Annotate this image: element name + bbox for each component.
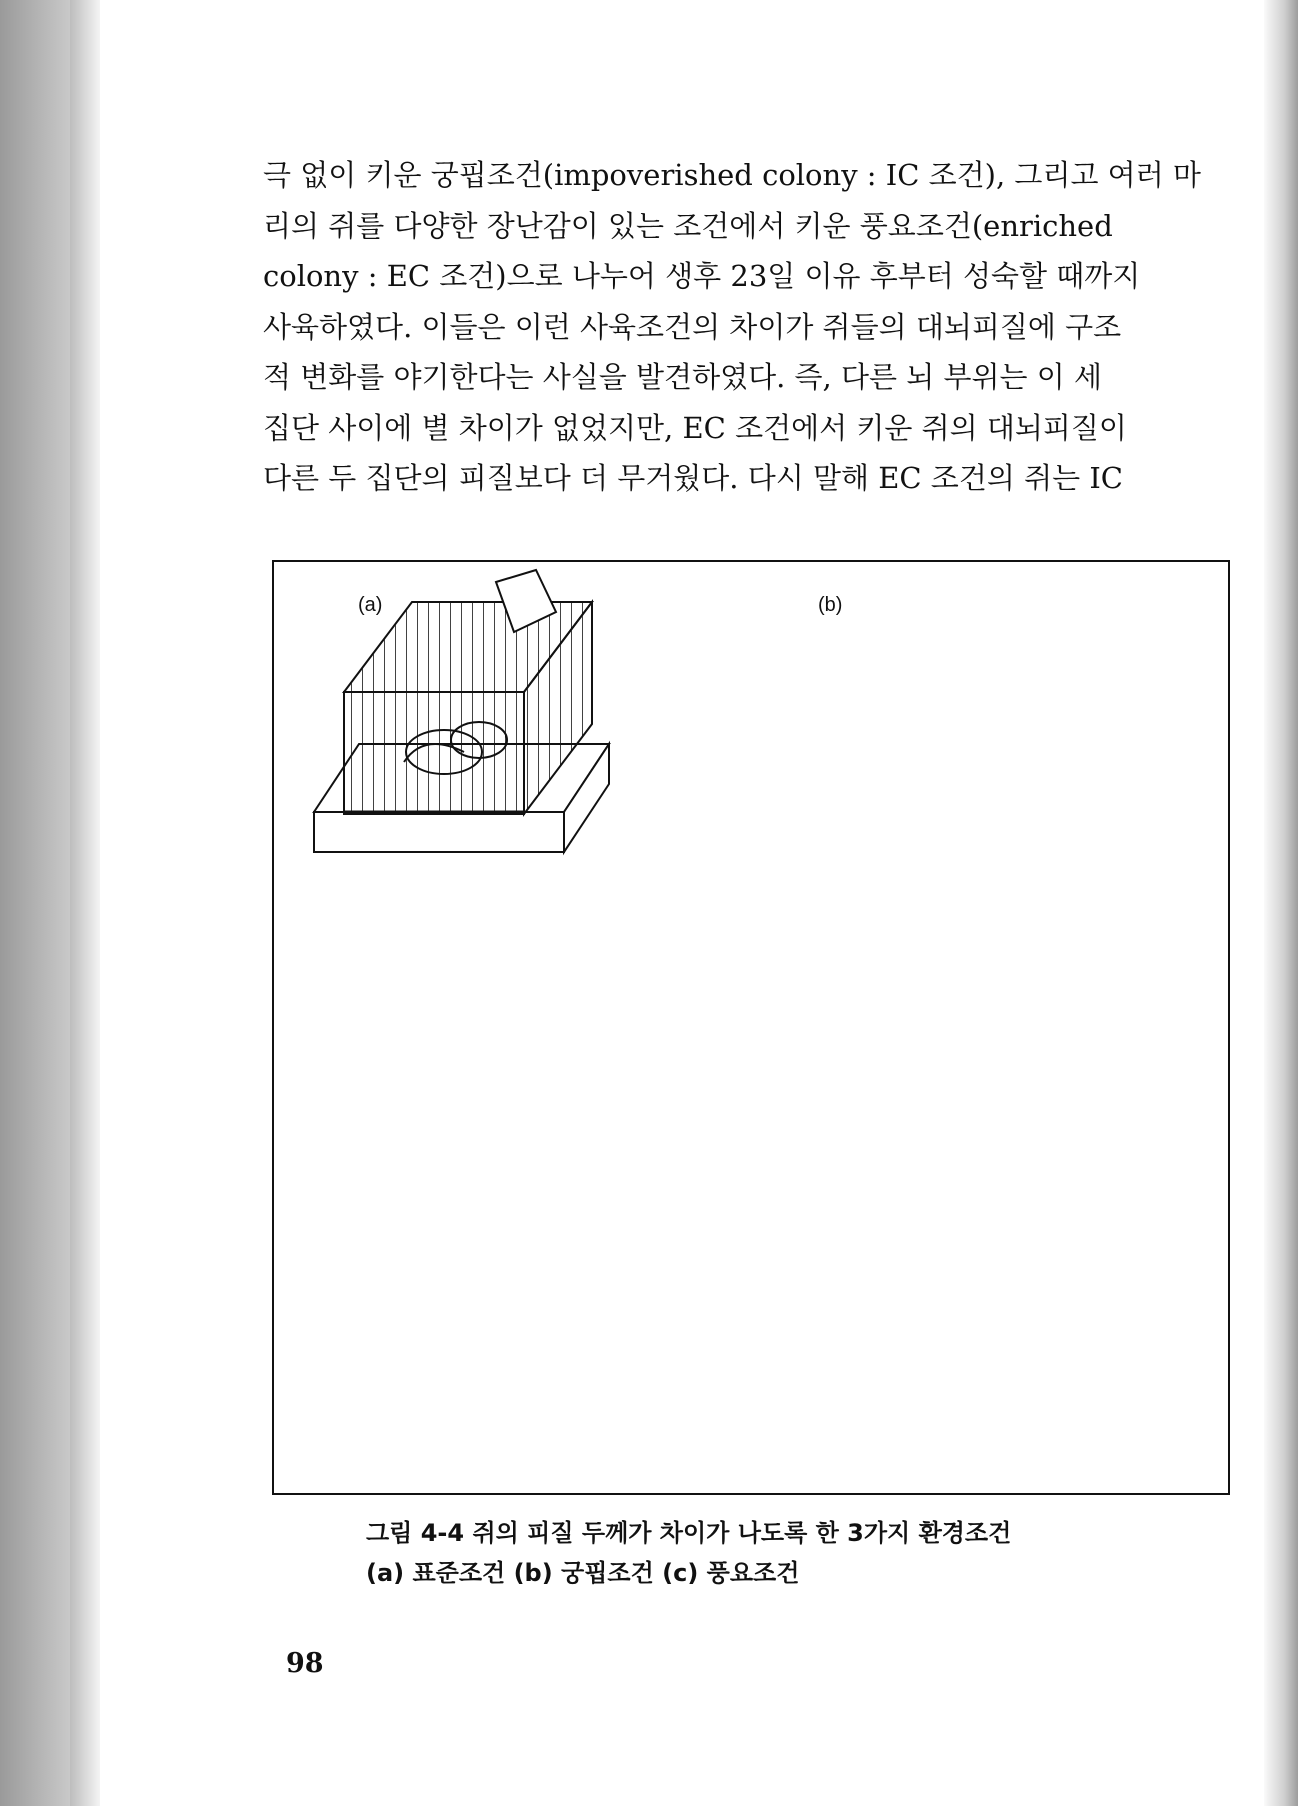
text-line: 적 변화를 야기한다는 사실을 발견하였다. 즉, 다른 뇌 부위는 이 세 xyxy=(263,360,1102,394)
page-right-shadow xyxy=(1264,0,1298,1806)
figure-cages xyxy=(272,560,1230,1495)
caption-title: 그림 4-4 쥐의 피질 두께가 차이가 나도록 한 3가지 환경조건 xyxy=(366,1519,1012,1547)
page-number: 98 xyxy=(286,1648,324,1679)
text-line: colony : EC 조건)으로 나누어 생후 23일 이유 후부터 성숙할 때까지 xyxy=(263,259,1141,293)
text-line: 극 없이 키운 궁핍조건(impoverished colony : IC 조건), 그리고 여러 마 xyxy=(263,158,1201,192)
caption-subtitle: (a) 표준조건 (b) 궁핍조건 (c) 풍요조건 xyxy=(366,1559,800,1587)
panel-a-label: (a) xyxy=(358,594,383,616)
panel-b-label: (b) xyxy=(818,594,843,616)
body-text xyxy=(263,150,1240,504)
text-line: 리의 쥐를 다양한 장난감이 있는 조건에서 키운 풍요조건(enriched xyxy=(263,208,1113,243)
figure-caption xyxy=(366,1513,1166,1593)
text-line: 다른 두 집단의 피질보다 더 무거웠다. 다시 말해 EC 조건의 쥐는 IC xyxy=(263,461,1123,495)
cage-illustration xyxy=(274,562,1228,1493)
page-spine-edge xyxy=(70,0,100,1806)
text-line: 집단 사이에 별 차이가 없었지만, EC 조건에서 키운 쥐의 대뇌피질이 xyxy=(263,410,1127,445)
text-line: 사육하였다. 이들은 이런 사육조건의 차이가 쥐들의 대뇌피질에 구조 xyxy=(263,309,1122,344)
book-page xyxy=(100,0,1264,1806)
